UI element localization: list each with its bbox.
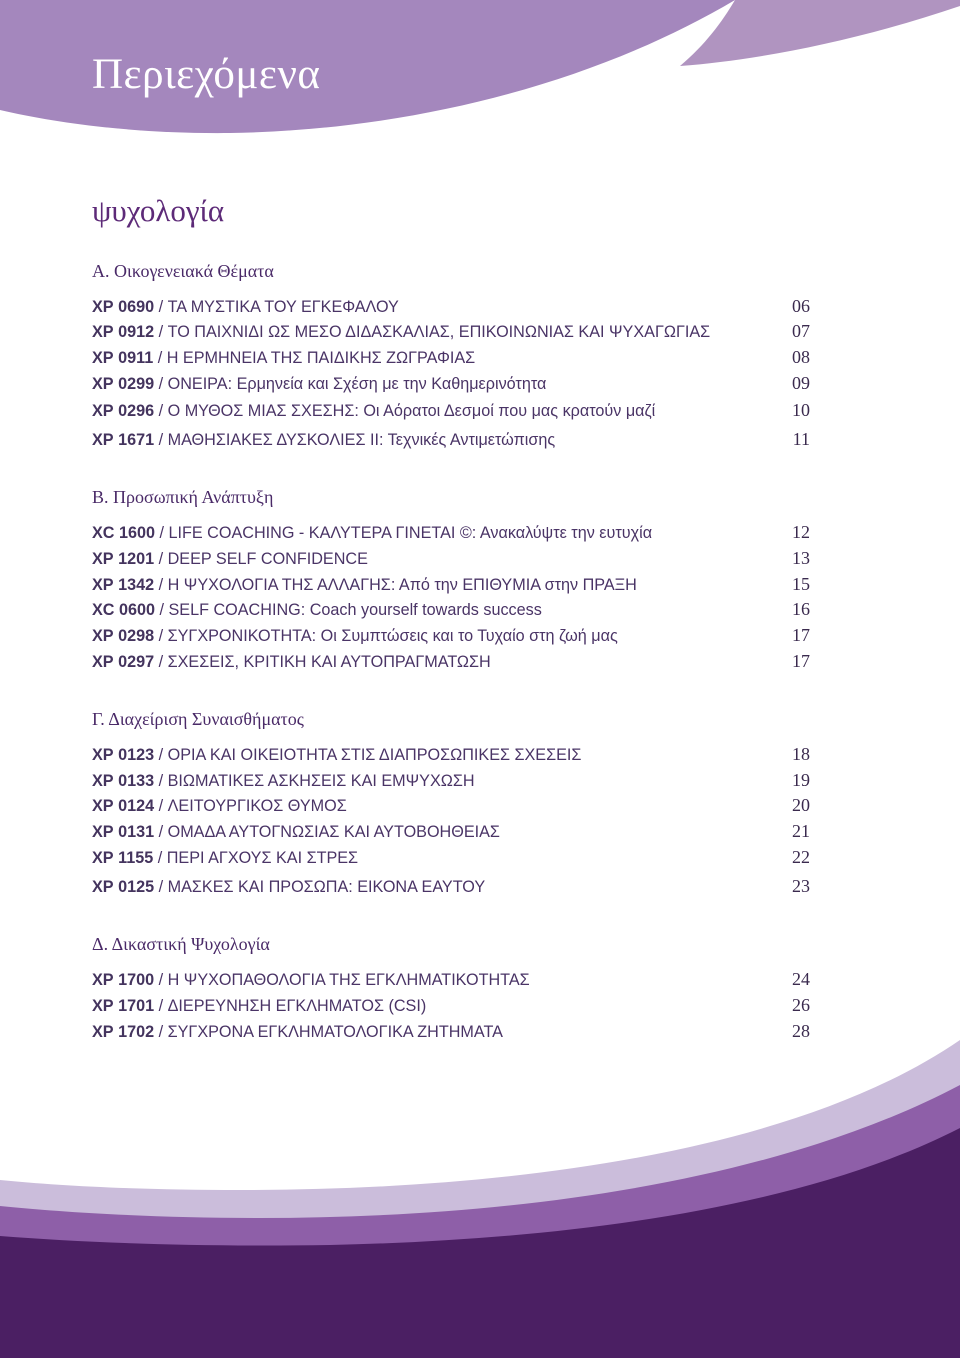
toc-entry[interactable] bbox=[92, 373, 810, 395]
entry-title: Η ΨΥΧΟΠΑΘΟΛΟΓΙΑ ΤΗΣ ΕΓΚΛΗΜΑΤΙΚΟΤΗΤΑΣ bbox=[167, 971, 530, 989]
entry-title: ΤΑ ΜΥΣΤΙΚΑ ΤΟΥ ΕΓΚΕΦΑΛΟΥ bbox=[167, 298, 399, 316]
entry-separator: / bbox=[154, 1023, 168, 1041]
toc-entry[interactable] bbox=[92, 400, 810, 422]
entry-separator: / bbox=[155, 524, 169, 542]
entry-title-line bbox=[92, 375, 546, 394]
entry-page-number: 12 bbox=[792, 522, 810, 542]
entry-code: ΧΡ 0299 bbox=[92, 375, 155, 393]
entry-separator: / bbox=[154, 375, 168, 393]
entry-title: Η ΕΡΜΗΝΕΙΑ ΤΗΣ ΠΑΙΔΙΚΗΣ ΖΩΓΡΑΦΙΑΣ bbox=[166, 349, 476, 367]
entry-title: ΣΧΕΣΕΙΣ, ΚΡΙΤΙΚΗ ΚΑΙ ΑΥΤΟΠΡΑΓΜΑΤΩΣΗ bbox=[167, 653, 491, 671]
entry-title-line bbox=[92, 878, 485, 897]
entry-page-number: 16 bbox=[792, 599, 810, 619]
entry-code: ΧΡ 1700 bbox=[92, 971, 155, 989]
entry-separator: / bbox=[154, 746, 168, 764]
entry-separator: / bbox=[153, 349, 167, 367]
toc-entry[interactable] bbox=[92, 795, 810, 817]
toc-entry[interactable] bbox=[92, 744, 810, 766]
entry-page-number: 18 bbox=[792, 744, 810, 764]
entry-page-number: 19 bbox=[792, 770, 810, 790]
toc-entry[interactable] bbox=[92, 847, 810, 869]
entry-page-number: 28 bbox=[792, 1021, 810, 1041]
entry-separator: / bbox=[154, 653, 168, 671]
entry-title: ΟΝΕΙΡΑ: Ερμηνεία και Σχέση με την Καθημερινότητα bbox=[167, 375, 547, 393]
entry-separator: / bbox=[154, 971, 168, 989]
entry-title-line bbox=[92, 797, 347, 816]
toc-entry[interactable] bbox=[92, 599, 810, 621]
section-heading: ψυχολογία bbox=[92, 193, 225, 228]
category-heading: Α. Οικογενειακά Θέματα bbox=[92, 261, 274, 281]
entry-page-number: 17 bbox=[792, 625, 810, 645]
entry-title: ΣΥΓΧΡΟΝΑ ΕΓΚΛΗΜΑΤΟΛΟΓΙΚΑ ΖΗΤΗΜΑΤΑ bbox=[167, 1023, 503, 1041]
entry-page-number: 21 bbox=[792, 821, 810, 841]
entry-code: ΧΡ 0690 bbox=[92, 298, 155, 316]
entry-title: ΟΜΑΔΑ ΑΥΤΟΓΝΩΣΙΑΣ ΚΑΙ ΑΥΤΟΒΟΗΘΕΙΑΣ bbox=[167, 823, 500, 841]
table-of-contents bbox=[92, 0, 810, 1358]
entry-page-number: 24 bbox=[792, 969, 810, 989]
entry-code: ΧΡ 0296 bbox=[92, 402, 155, 420]
page-title: Περιεχόμενα bbox=[92, 51, 321, 98]
entry-separator: / bbox=[154, 576, 168, 594]
entry-code: ΧΡ 0125 bbox=[92, 878, 155, 896]
entry-title-line bbox=[92, 323, 710, 342]
entry-title-line bbox=[92, 653, 491, 672]
toc-entry[interactable] bbox=[92, 1021, 810, 1043]
entry-title: Ο ΜΥΘΟΣ ΜΙΑΣ ΣΧΕΣΗΣ: Οι Αόρατοι Δεσμοί που μας κρατούν μαζί bbox=[167, 402, 656, 420]
entry-title: ΜΑΣΚΕΣ ΚΑΙ ΠΡΟΣΩΠΑ: ΕΙΚΟΝΑ ΕΑΥΤΟΥ bbox=[167, 878, 486, 896]
toc-entry[interactable] bbox=[92, 995, 810, 1017]
entry-title: ΛΕΙΤΟΥΡΓΙΚΟΣ ΘΥΜΟΣ bbox=[167, 797, 347, 815]
entry-separator: / bbox=[154, 797, 168, 815]
entry-code: ΧΡ 0131 bbox=[92, 823, 155, 841]
entry-separator: / bbox=[154, 298, 168, 316]
entry-page-number: 10 bbox=[792, 400, 810, 420]
entry-title-line bbox=[92, 746, 581, 765]
entry-title-line bbox=[92, 349, 475, 368]
entry-title-line bbox=[92, 298, 399, 317]
entry-code: ΧΡ 1201 bbox=[92, 550, 155, 568]
category-heading: Δ. Δικαστική Ψυχολογία bbox=[92, 934, 270, 954]
entry-separator: / bbox=[154, 323, 168, 341]
entry-code: ΧΡ 0124 bbox=[92, 797, 155, 815]
toc-entry[interactable] bbox=[92, 347, 810, 369]
entry-separator: / bbox=[154, 878, 168, 896]
toc-entry[interactable] bbox=[92, 821, 810, 843]
entry-title: LIFE COACHING - ΚΑΛΥΤΕΡΑ ΓΙΝΕΤΑΙ ©: Ανακαλύψτε την ευτυχία bbox=[168, 524, 653, 542]
entry-title-line bbox=[92, 550, 368, 569]
entry-separator: / bbox=[153, 849, 167, 867]
category-heading: Γ. Διαχείριση Συναισθήματος bbox=[92, 709, 304, 729]
toc-entry[interactable] bbox=[92, 429, 810, 451]
entry-separator: / bbox=[154, 997, 168, 1015]
entry-title-line bbox=[92, 524, 652, 543]
entry-title-line bbox=[92, 576, 637, 595]
entry-code: ΧC 0600 bbox=[92, 601, 155, 619]
entry-title: ΜΑΘΗΣΙΑΚΕΣ ΔΥΣΚΟΛΙΕΣ ΙΙ: Τεχνικές Αντιμετώπισης bbox=[167, 431, 556, 449]
entry-title-line bbox=[92, 402, 655, 421]
entry-title: SELF COACHING: Coach yourself towards success bbox=[168, 601, 542, 619]
entry-code: ΧΡ 1701 bbox=[92, 997, 155, 1015]
toc-entry[interactable] bbox=[92, 625, 810, 647]
toc-entry[interactable] bbox=[92, 574, 810, 596]
entry-separator: / bbox=[155, 601, 169, 619]
entry-code: ΧΡ 1671 bbox=[92, 431, 155, 449]
toc-entry[interactable] bbox=[92, 296, 810, 318]
entry-page-number: 09 bbox=[792, 373, 810, 393]
entry-code: ΧΡ 0133 bbox=[92, 772, 155, 790]
entry-code: ΧΡ 1702 bbox=[92, 1023, 155, 1041]
entry-code: ΧΡ 0297 bbox=[92, 653, 155, 671]
entry-page-number: 06 bbox=[792, 296, 810, 316]
entry-code: ΧΡ 0123 bbox=[92, 746, 155, 764]
entry-separator: / bbox=[154, 550, 168, 568]
entry-separator: / bbox=[154, 402, 168, 420]
entry-title: ΠΕΡΙ ΑΓΧΟΥΣ ΚΑΙ ΣΤΡΕΣ bbox=[166, 849, 359, 867]
entry-title-line bbox=[92, 823, 500, 842]
toc-entry[interactable] bbox=[92, 876, 810, 898]
entry-page-number: 08 bbox=[792, 347, 810, 367]
entry-code: ΧC 1600 bbox=[92, 524, 155, 542]
entry-title-line bbox=[92, 772, 475, 791]
entry-separator: / bbox=[154, 431, 168, 449]
entry-title: ΤΟ ΠΑΙΧΝΙΔΙ ΩΣ ΜΕΣΟ ΔΙΔΑΣΚΑΛΙΑΣ, ΕΠΙΚΟΙΝΩΝΙΑΣ ΚΑΙ ΨΥΧΑΓΩΓΙΑΣ bbox=[167, 323, 711, 341]
entry-page-number: 22 bbox=[792, 847, 810, 867]
entry-title-line bbox=[92, 997, 426, 1016]
entry-title-line bbox=[92, 1023, 503, 1042]
toc-entry[interactable] bbox=[92, 548, 810, 570]
entry-code: ΧΡ 1155 bbox=[92, 849, 154, 867]
entry-title: ΔΙΕΡΕΥΝΗΣΗ ΕΓΚΛΗΜΑΤΟΣ (CSI) bbox=[167, 997, 427, 1015]
entry-title: ΣΥΓΧΡΟΝΙΚΟΤΗΤΑ: Οι Συμπτώσεις και το Τυχαίο στη ζωή μας bbox=[167, 627, 618, 645]
entry-code: ΧΡ 0911 bbox=[92, 349, 154, 367]
entry-page-number: 15 bbox=[792, 574, 810, 594]
toc-entry[interactable] bbox=[92, 651, 810, 673]
entry-page-number: 13 bbox=[792, 548, 810, 568]
entry-title-line bbox=[92, 849, 358, 868]
toc-entry[interactable] bbox=[92, 321, 810, 343]
toc-entry[interactable] bbox=[92, 770, 810, 792]
toc-entry[interactable] bbox=[92, 522, 810, 544]
entry-title: ΒΙΩΜΑΤΙΚΕΣ ΑΣΚΗΣΕΙΣ ΚΑΙ ΕΜΨΥΧΩΣΗ bbox=[167, 772, 475, 790]
entry-code: ΧΡ 0912 bbox=[92, 323, 155, 341]
entry-code: ΧΡ 1342 bbox=[92, 576, 155, 594]
entry-separator: / bbox=[154, 627, 168, 645]
entry-page-number: 26 bbox=[792, 995, 810, 1015]
entry-page-number: 07 bbox=[792, 321, 810, 341]
entry-title-line bbox=[92, 971, 530, 990]
entry-page-number: 23 bbox=[792, 876, 810, 896]
entry-title-line bbox=[92, 627, 618, 646]
entry-code: ΧΡ 0298 bbox=[92, 627, 155, 645]
entry-separator: / bbox=[154, 823, 168, 841]
entry-page-number: 11 bbox=[792, 429, 810, 449]
entry-page-number: 20 bbox=[792, 795, 810, 815]
entry-title-line bbox=[92, 431, 555, 450]
toc-entry[interactable] bbox=[92, 969, 810, 991]
entry-separator: / bbox=[154, 772, 168, 790]
entry-title-line bbox=[92, 601, 542, 620]
category-heading: Β. Προσωπική Ανάπτυξη bbox=[92, 487, 274, 507]
entry-title: DEEP SELF CONFIDENCE bbox=[167, 550, 368, 568]
entry-page-number: 17 bbox=[792, 651, 810, 671]
entry-title: ΟΡΙΑ ΚΑΙ ΟΙΚΕΙΟΤΗΤΑ ΣΤΙΣ ΔΙΑΠΡΟΣΩΠΙΚΕΣ ΣΧΕΣΕΙΣ bbox=[167, 746, 582, 764]
entry-title: Η ΨΥΧΟΛΟΓΙΑ ΤΗΣ ΑΛΛΑΓΗΣ: Από την ΕΠΙΘΥΜΙΑ στην ΠΡΑΞΗ bbox=[167, 576, 637, 594]
